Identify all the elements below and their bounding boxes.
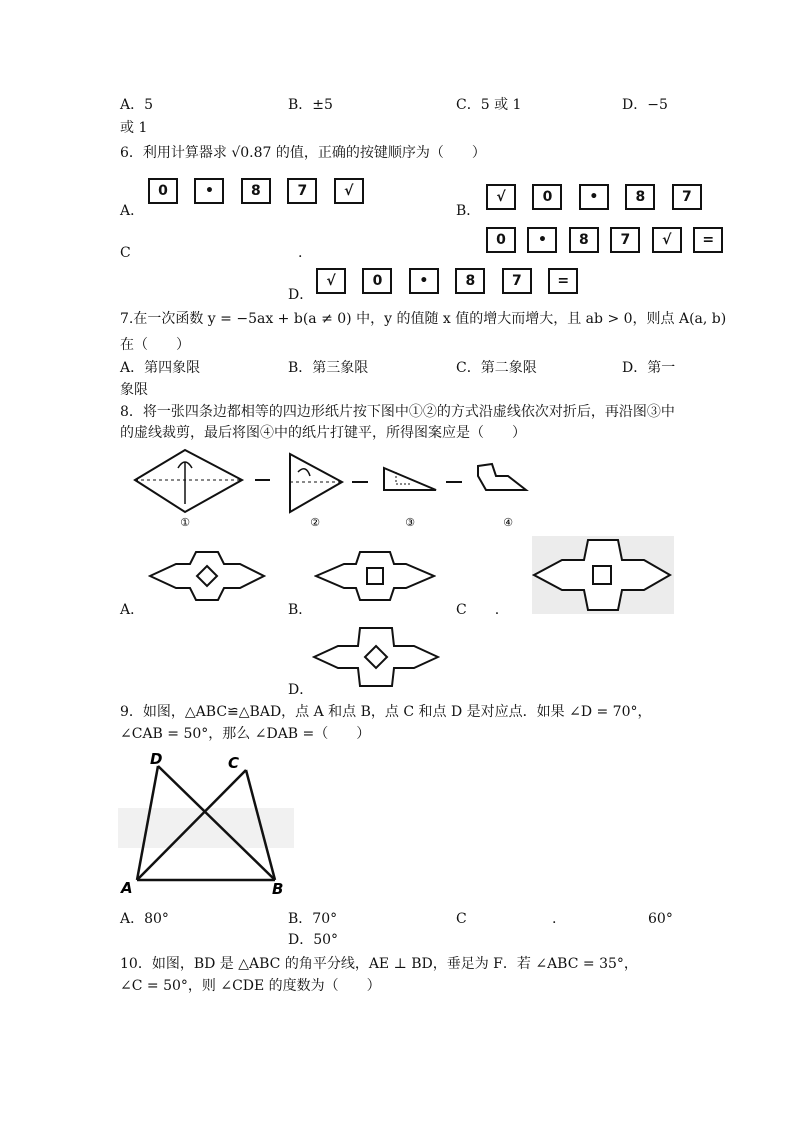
vertex-label-b: B	[272, 880, 284, 898]
calc-key: •	[194, 178, 224, 204]
q9-stem-line1: 9．如图，△ABC≌△BAD，点 A 和点 B，点 C 和点 D 是对应点．如果 ∠D = 70°，	[120, 704, 652, 720]
calc-key: 8	[569, 227, 599, 253]
calc-key: 7	[610, 227, 640, 253]
q8-label-c: C .	[456, 602, 500, 618]
q9-stem-line2: ∠CAB = 50°，那么 ∠DAB =（ ）	[120, 726, 371, 742]
calc-key: =	[548, 268, 578, 294]
q6-label-a: A．	[120, 203, 145, 219]
q9-option-b: B．70°	[288, 911, 338, 927]
q6-keys-d	[316, 268, 590, 294]
q5-option-a: A．5	[120, 97, 154, 113]
q9-option-a: A．80°	[120, 911, 169, 927]
calc-key: =	[693, 227, 723, 253]
q5-option-c: C．5 或 1	[456, 97, 522, 113]
q9-option-c-value: 60°	[648, 911, 673, 927]
q8-pattern-a	[148, 548, 266, 604]
step-label: ③	[405, 516, 415, 529]
calc-key: 8	[455, 268, 485, 294]
q8-label-d: D．	[288, 682, 314, 698]
q6-label-c: C	[120, 245, 131, 261]
q7-option-c: C．第二象限	[456, 360, 537, 376]
q9-option-c-dot: .	[552, 911, 557, 927]
q7-option-d-cont: 象限	[120, 382, 148, 398]
q6-stem: 6．利用计算器求 √0.87 的值，正确的按键顺序为（ ）	[120, 145, 486, 161]
q7-option-b: B．第三象限	[288, 360, 369, 376]
calc-key: √	[486, 184, 516, 210]
q9-option-c: C	[456, 911, 467, 927]
q7-option-a: A．第四象限	[120, 360, 201, 376]
calc-key: √	[334, 178, 364, 204]
calc-key: √	[652, 227, 682, 253]
step-label: ①	[180, 516, 190, 529]
q9-triangle-figure	[118, 748, 294, 898]
q8-label-b: B．	[288, 602, 313, 618]
q7-stem-line2: 在（ ）	[120, 337, 190, 353]
calc-key: 8	[241, 178, 271, 204]
q7-stem-line1: 7.在一次函数 y = −5ax + b(a ≠ 0) 中，y 的值随 x 值的增大而增大，且 ab > 0，则点 A(a, b)	[120, 311, 727, 327]
step-label: ④	[503, 516, 513, 529]
q7-option-d: D．第一	[622, 360, 676, 376]
calc-key: √	[316, 268, 346, 294]
vertex-label-d: D	[150, 750, 163, 768]
q6-label-c-dot: .	[298, 245, 303, 261]
q8-pattern-b	[314, 546, 436, 606]
q5-option-b: B．±5	[288, 97, 333, 113]
calc-key: •	[409, 268, 439, 294]
calc-key: 0	[362, 268, 392, 294]
q6-label-d: D．	[288, 287, 314, 303]
calc-key: 7	[502, 268, 532, 294]
q6-keys-b	[486, 184, 714, 210]
q6-label-b: B．	[456, 203, 481, 219]
q8-pattern-d	[312, 624, 440, 690]
calc-key: 0	[532, 184, 562, 210]
q8-folding-steps-figure	[130, 446, 540, 532]
calc-key: 8	[625, 184, 655, 210]
vertex-label-c: C	[228, 754, 240, 772]
q6-keys-a	[148, 178, 376, 204]
calc-key: 7	[287, 178, 317, 204]
vertex-label-a: A	[121, 879, 133, 897]
q10-stem-line2: ∠C = 50°，则 ∠CDE 的度数为（ ）	[120, 978, 381, 994]
calc-key: 0	[486, 227, 516, 253]
calc-key: 0	[148, 178, 178, 204]
q9-option-d: D．50°	[288, 932, 339, 948]
calc-key: •	[579, 184, 609, 210]
q6-keys-c	[486, 227, 723, 253]
q8-stem-line2: 的虚线裁剪，最后将图④中的纸片打键平，所得图案应是（ ）	[120, 425, 526, 441]
q8-stem-line1: 8．将一张四条边都相等的四边形纸片按下图中①②的方式沿虚线依次对折后，再沿图③中	[120, 404, 675, 420]
q8-pattern-c	[532, 536, 674, 614]
step-label: ②	[310, 516, 320, 529]
q10-stem-line1: 10．如图，BD 是 △ABC 的角平分线，AE ⊥ BD，垂足为 F．若 ∠ABC = 35°，	[120, 956, 638, 972]
q5-option-d-cont: 或 1	[120, 120, 148, 136]
calc-key: •	[527, 227, 557, 253]
q5-option-d: D．−5	[622, 97, 668, 113]
q8-label-a: A．	[120, 602, 145, 618]
calc-key: 7	[672, 184, 702, 210]
